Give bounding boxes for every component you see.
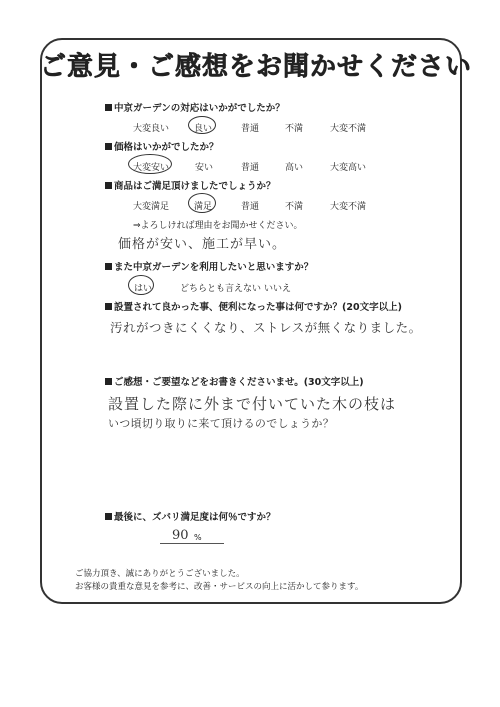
satisfaction-unit: % — [194, 533, 202, 542]
reason-prompt: ⇒よろしければ理由をお聞かせください。 — [133, 221, 303, 231]
bullet-square-icon — [105, 143, 112, 150]
question-product — [105, 178, 276, 192]
bullet-square-icon — [105, 513, 112, 520]
option-price-very-expensive[interactable]: 大変高い — [330, 163, 367, 173]
option-product-satisfied[interactable]: 満足 — [194, 202, 213, 212]
footer-note: お客様の貴重な意見を参考に、改善・サービスの向上に活かして参ります。 — [75, 582, 364, 592]
question-satisfaction-label: 最後に、ズバリ満足度は何％ですか？ — [114, 512, 276, 523]
option-product-dissatisfied[interactable]: 不満 — [285, 202, 304, 212]
option-service-dissatisfied[interactable]: 不満 — [285, 124, 304, 134]
option-service-normal[interactable]: 普通 — [241, 124, 260, 134]
selection-circle — [188, 193, 216, 213]
feedback-answer-line-2[interactable]: いつ頃切り取りに来て頂けるのでしょうか？ — [108, 417, 334, 430]
survey-title: ご意見・ご感想をお聞かせください — [40, 52, 473, 82]
option-price-expensive[interactable]: 高い — [285, 163, 304, 173]
question-price-label: 価格はいかがでしたか？ — [114, 142, 219, 153]
reason-answer[interactable]: 価格が安い、施工が早い。 — [118, 237, 287, 252]
option-price-cheap[interactable]: 安い — [195, 163, 214, 173]
option-reuse-neutral[interactable]: どちらとも言えない — [180, 284, 262, 294]
bullet-square-icon — [105, 303, 112, 310]
footer-thanks: ご協力頂き、誠にありがとうございました。 — [75, 569, 245, 579]
option-reuse-yes[interactable]: はい — [134, 284, 153, 294]
option-product-very-satisfied[interactable]: 大変満足 — [133, 202, 170, 212]
option-price-normal[interactable]: 普通 — [241, 163, 260, 173]
question-product-label: 商品はご満足頂けましたでしょうか？ — [114, 181, 276, 192]
option-reuse-no[interactable]: いいえ — [264, 284, 292, 294]
question-service-label: 中京ガーデンの対応はいかがでしたか？ — [114, 103, 285, 114]
bullet-square-icon — [105, 182, 112, 189]
option-product-normal[interactable]: 普通 — [241, 202, 260, 212]
selection-circle — [128, 275, 154, 295]
option-service-good[interactable]: 良い — [194, 124, 213, 134]
option-service-very-dissatisfied[interactable]: 大変不満 — [330, 124, 367, 134]
option-price-very-cheap[interactable]: 大変安い — [133, 163, 170, 173]
question-feedback-label: ご感想・ご要望などをお書きくださいませ。(30文字以上) — [114, 377, 364, 388]
satisfaction-underline — [160, 543, 224, 544]
selection-circle — [128, 154, 172, 174]
satisfaction-value[interactable]: 90 — [172, 528, 189, 543]
question-benefit-label: 設置されて良かった事、便利になった事は何ですか？(20文字以上) — [114, 302, 402, 313]
question-benefit — [105, 299, 402, 313]
selection-circle — [188, 116, 216, 134]
question-feedback — [105, 374, 364, 388]
question-satisfaction — [105, 509, 276, 523]
bullet-square-icon — [105, 263, 112, 270]
option-service-very-good[interactable]: 大変良い — [133, 124, 170, 134]
feedback-answer-line-1[interactable]: 設置した際に外まで付いていた木の枝は — [108, 395, 397, 413]
option-product-very-dissatisfied[interactable]: 大変不満 — [330, 202, 367, 212]
question-price — [105, 139, 219, 153]
benefit-answer[interactable]: 汚れがつきにくくなり、ストレスが無くなりました。 — [110, 320, 422, 335]
bullet-square-icon — [105, 378, 112, 385]
question-service — [105, 100, 285, 114]
question-reuse-label: また中京ガーデンを利用したいと思いますか？ — [114, 262, 314, 273]
question-reuse — [105, 259, 313, 273]
bullet-square-icon — [105, 104, 112, 111]
